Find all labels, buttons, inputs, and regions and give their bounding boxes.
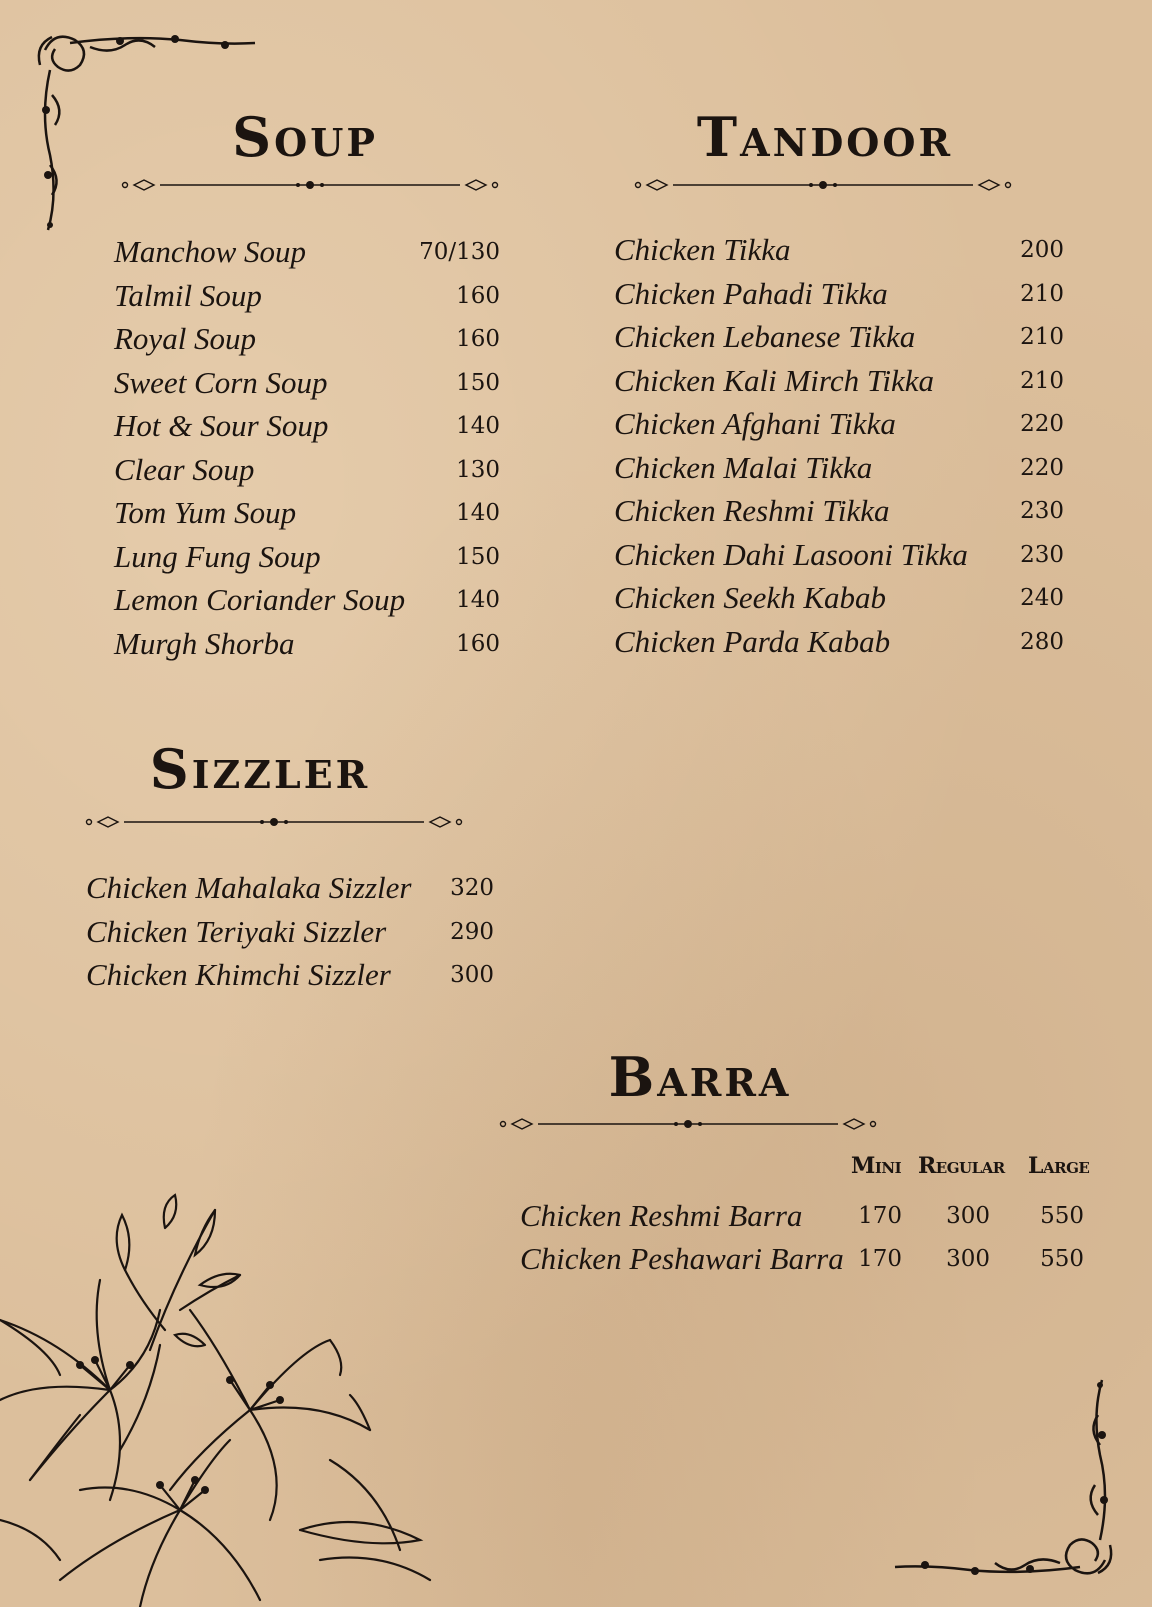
section-title-tandoor: Tandoor — [696, 105, 954, 169]
section-title-barra: Barra — [608, 1045, 792, 1109]
item-price-large: 550 — [1040, 1246, 1084, 1272]
menu-item — [614, 316, 1064, 358]
item-price-regular: 300 — [946, 1203, 990, 1229]
item-price: 230 — [1020, 542, 1064, 568]
item-name: Manchow Soup — [114, 234, 307, 269]
menu-item — [614, 534, 1064, 576]
menu-item — [86, 911, 494, 953]
item-name: Chicken Parda Kabab — [614, 624, 891, 659]
item-price: 210 — [1020, 281, 1064, 307]
item-name: Chicken Mahalaka Sizzler — [86, 870, 412, 905]
menu-item — [614, 490, 1064, 532]
item-name: Chicken Afghani Tikka — [614, 406, 896, 441]
item-price-large: 550 — [1040, 1203, 1084, 1229]
item-price: 140 — [456, 413, 500, 439]
menu-item — [114, 579, 500, 621]
menu-item — [114, 449, 500, 491]
item-name: Chicken Teriyaki Sizzler — [86, 914, 387, 949]
item-name: Murgh Shorba — [114, 626, 295, 661]
item-price: 200 — [1020, 237, 1064, 263]
item-price: 210 — [1020, 368, 1064, 394]
menu-item — [114, 536, 500, 578]
size-header-large: Large — [1028, 1153, 1090, 1179]
item-price-regular: 300 — [946, 1246, 990, 1272]
item-name: Chicken Khimchi Sizzler — [86, 957, 391, 992]
menu-item — [114, 405, 500, 447]
menu-item — [114, 362, 500, 404]
menu-item — [614, 621, 1064, 663]
item-price: 230 — [1020, 498, 1064, 524]
section-title-sizzler: Sizzler — [149, 737, 371, 801]
corner-flourish-bottom-right — [890, 1365, 1120, 1585]
menu-item — [614, 447, 1064, 489]
menu-item — [614, 577, 1064, 619]
item-name: Lemon Coriander Soup — [114, 582, 406, 617]
item-price: 220 — [1020, 411, 1064, 437]
item-name: Chicken Tikka — [614, 232, 791, 267]
menu-item — [114, 231, 500, 273]
item-name: Chicken Dahi Lasooni Tikka — [614, 537, 968, 572]
item-price: 290 — [450, 919, 494, 945]
item-name: Tom Yum Soup — [114, 495, 297, 530]
item-name: Sweet Corn Soup — [114, 365, 328, 400]
item-price: 160 — [456, 283, 500, 309]
item-name: Chicken Malai Tikka — [614, 450, 873, 485]
menu-item — [614, 229, 1064, 271]
menu-item — [614, 273, 1064, 315]
item-price-mini: 170 — [858, 1246, 902, 1272]
item-price: 240 — [1020, 585, 1064, 611]
item-price: 160 — [456, 326, 500, 352]
item-price: 150 — [456, 544, 500, 570]
item-name: Clear Soup — [114, 452, 255, 487]
menu-item — [614, 360, 1064, 402]
item-price: 320 — [450, 875, 494, 901]
item-price: 70/130 — [419, 239, 500, 265]
menu-item — [114, 492, 500, 534]
lily-flower-illustration — [0, 1200, 440, 1607]
item-name: Chicken Reshmi Tikka — [614, 493, 890, 528]
section-title-soup: Soup — [232, 105, 378, 169]
item-name: Chicken Pahadi Tikka — [614, 276, 888, 311]
size-header-regular: Regular — [918, 1153, 1005, 1179]
menu-item — [614, 403, 1064, 445]
menu-item — [114, 318, 500, 360]
item-name: Chicken Kali Mirch Tikka — [614, 363, 934, 398]
menu-item — [114, 275, 500, 317]
item-price: 220 — [1020, 455, 1064, 481]
item-name: Hot & Sour Soup — [114, 408, 329, 443]
menu-item — [114, 623, 500, 665]
item-price: 140 — [456, 587, 500, 613]
item-price: 280 — [1020, 629, 1064, 655]
item-name: Royal Soup — [114, 321, 257, 356]
item-price: 130 — [456, 457, 500, 483]
item-price: 160 — [456, 631, 500, 657]
item-price-mini: 170 — [858, 1203, 902, 1229]
ornamental-divider — [498, 1114, 878, 1134]
item-price: 150 — [456, 370, 500, 396]
item-name: Chicken Peshawari Barra — [520, 1241, 844, 1276]
item-name: Lung Fung Soup — [114, 539, 321, 574]
item-name: Chicken Reshmi Barra — [520, 1198, 803, 1233]
size-header-mini: Mini — [851, 1153, 902, 1179]
item-price: 140 — [456, 500, 500, 526]
menu-item — [86, 954, 494, 996]
ornamental-divider — [120, 175, 500, 195]
ornamental-divider — [84, 812, 464, 832]
ornamental-divider — [633, 175, 1013, 195]
item-name: Chicken Lebanese Tikka — [614, 319, 916, 354]
item-name: Chicken Seekh Kabab — [614, 580, 887, 615]
menu-item — [86, 867, 494, 909]
item-price: 210 — [1020, 324, 1064, 350]
item-price: 300 — [450, 962, 494, 988]
item-name: Talmil Soup — [114, 278, 262, 313]
